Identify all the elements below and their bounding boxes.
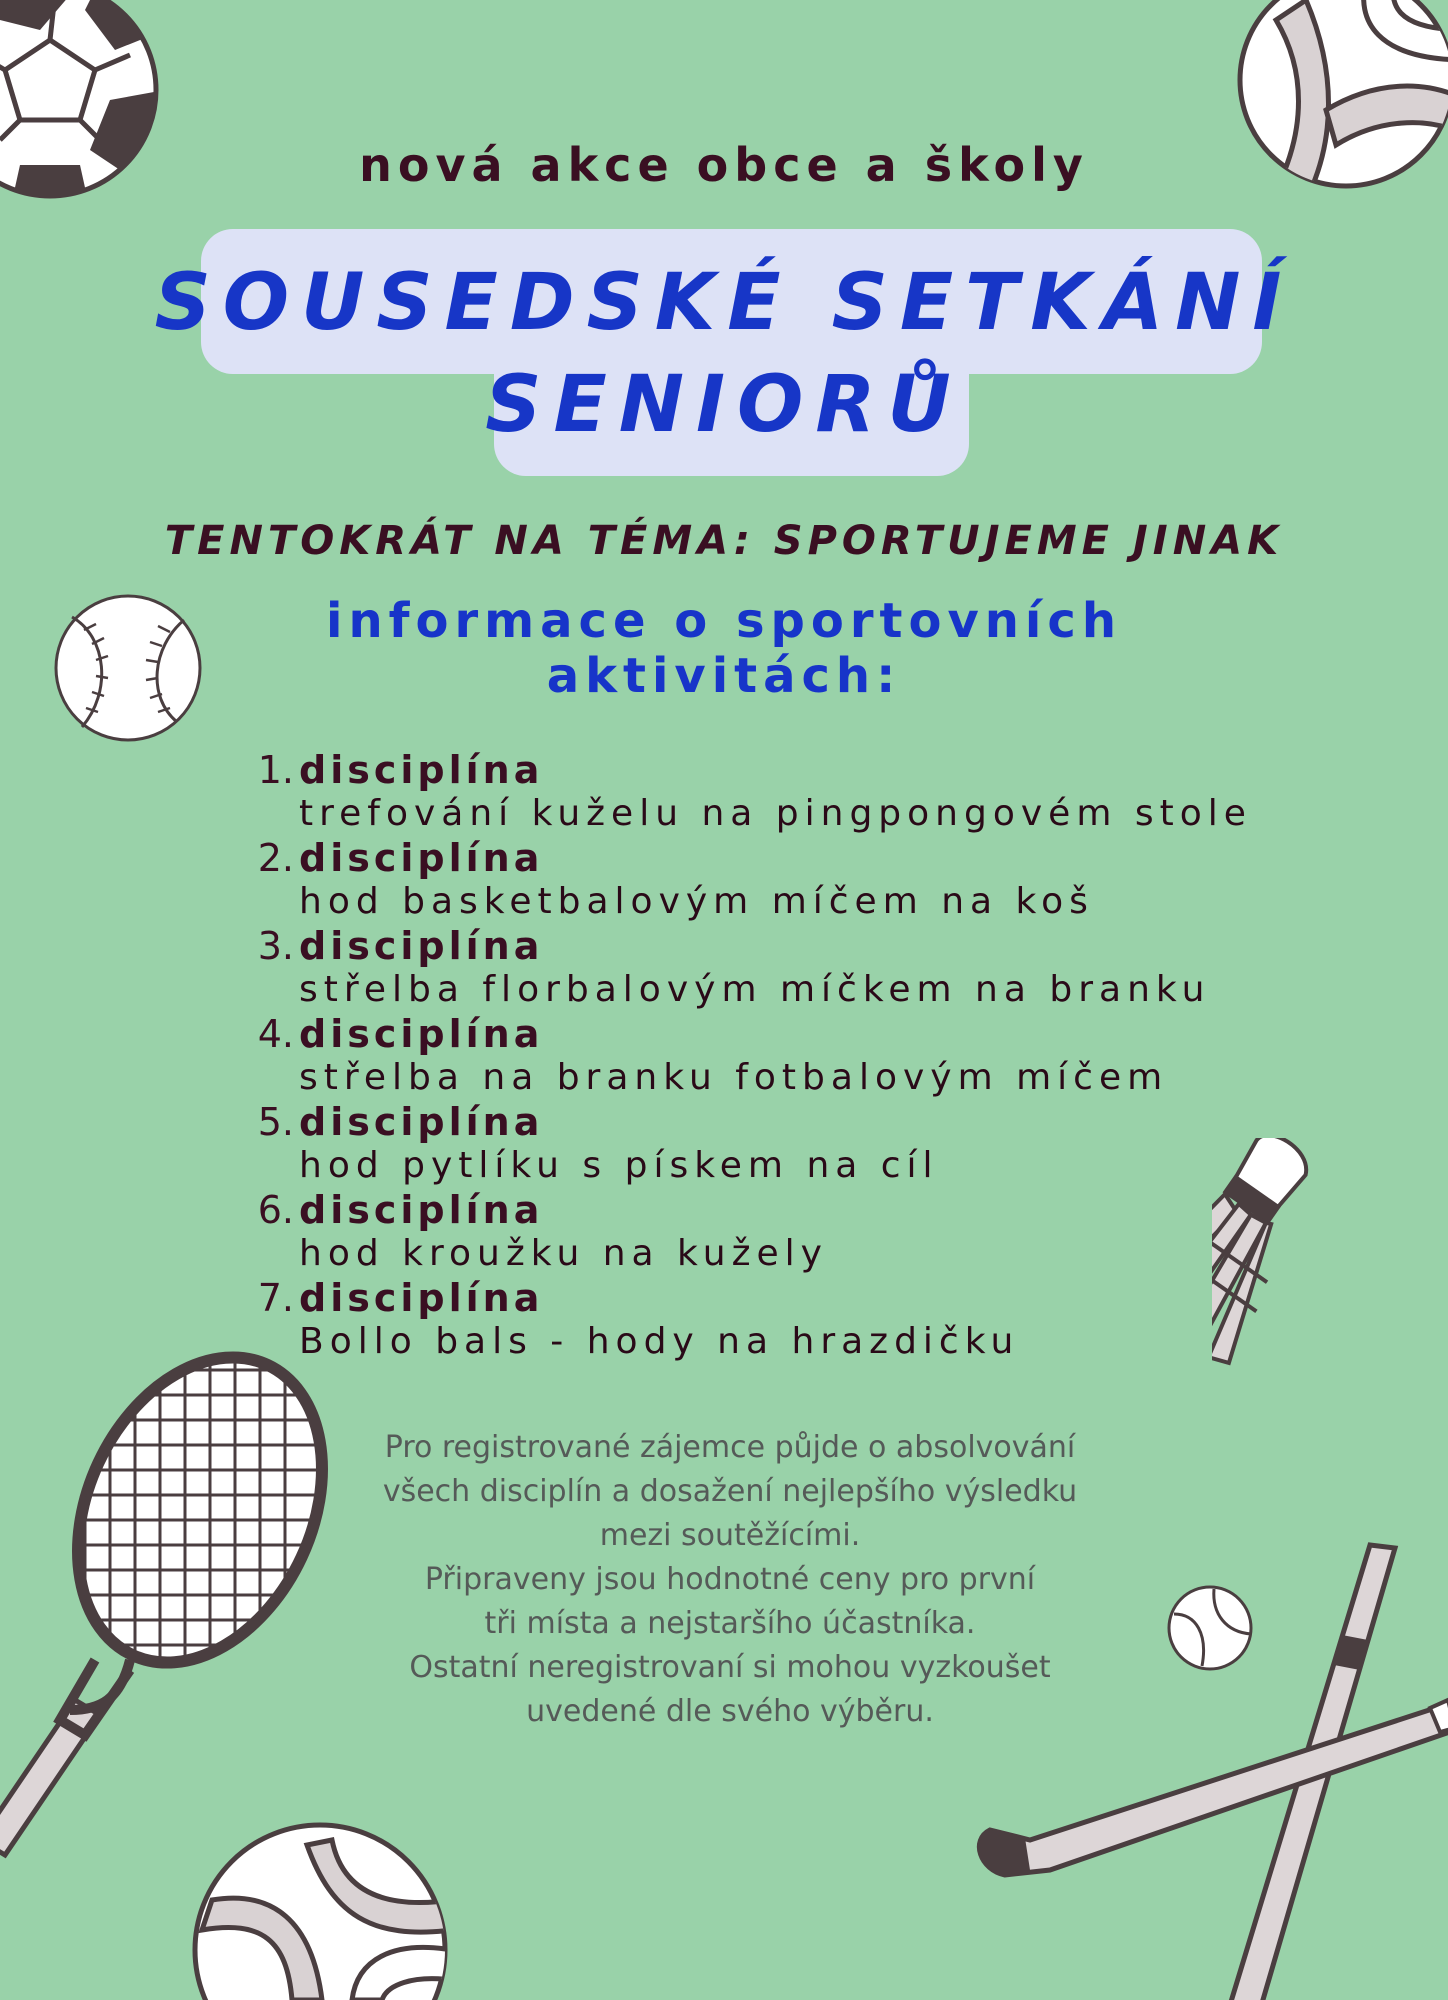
list-item-label: disciplína (299, 748, 544, 792)
note-line: všech disciplín a dosažení nejlepšího výsledku (382, 1474, 1078, 1509)
note-line: Pro registrované zájemce půjde o absolvování (384, 1430, 1076, 1465)
note-line: Ostatní neregistrovaní si mohou vyzkoušet (409, 1650, 1051, 1685)
list-item-label: disciplína (299, 1012, 544, 1056)
soccer-ball-icon (0, 0, 200, 230)
list-item-number: 3. (257, 924, 294, 968)
list-item-number: 1. (257, 748, 294, 792)
note-line: uvedené dle svého výběru. (526, 1694, 934, 1729)
list-item-description: hod basketbalovým míčem na koš (299, 881, 1094, 922)
list-item-label: disciplína (299, 1276, 544, 1320)
list-item-description: Bollo bals - hody na hrazdičku (299, 1321, 1020, 1362)
info-heading-line1: informace o sportovních (325, 593, 1122, 649)
list-item-description: střelba na branku fotbalovým míčem (299, 1057, 1169, 1098)
list-item (250, 1100, 1300, 1188)
list-item (250, 748, 1300, 836)
list-item-number: 4. (257, 1012, 294, 1056)
list-item-number: 6. (257, 1188, 294, 1232)
volleyball-icon (192, 1820, 452, 2000)
info-heading (0, 594, 1448, 704)
note-line: mezi soutěžícími. (599, 1518, 861, 1553)
list-item (250, 1012, 1300, 1100)
list-item-label: disciplína (299, 1188, 544, 1232)
registration-note (324, 1426, 1136, 1734)
list-item (250, 924, 1300, 1012)
list-item-description: trefování kuželu na pingpongovém stole (299, 793, 1252, 834)
page-title-line1: SOUSEDSKÉ SETKÁNÍ (154, 258, 1294, 348)
theme-heading: TENTOKRÁT NA TÉMA: SPORTUJEME JINAK (164, 518, 1284, 564)
discipline-list (250, 748, 1300, 1364)
page-title-line2: SENIORŮ (485, 360, 963, 450)
list-item (250, 1188, 1300, 1276)
tennis-racket-icon (0, 1340, 340, 1860)
info-heading-line2: aktivitách: (546, 648, 902, 704)
list-item-number: 7. (257, 1276, 294, 1320)
list-item (250, 1276, 1300, 1364)
list-item-description: hod kroužku na kužely (299, 1233, 828, 1274)
list-item-description: hod pytlíku s pískem na cíl (299, 1145, 939, 1186)
list-item-number: 2. (257, 836, 294, 880)
note-line: tři místa a nejstaršího účastníka. (484, 1606, 976, 1641)
list-item-label: disciplína (299, 1100, 544, 1144)
event-subtitle: nová akce obce a školy (359, 138, 1089, 192)
list-item-description: střelba florbalovým míčkem na branku (299, 969, 1211, 1010)
list-item-number: 5. (257, 1100, 294, 1144)
list-item (250, 836, 1300, 924)
note-line: Připraveny jsou hodnotné ceny pro první (424, 1562, 1036, 1597)
list-item-label: disciplína (299, 924, 544, 968)
list-item-label: disciplína (299, 836, 544, 880)
